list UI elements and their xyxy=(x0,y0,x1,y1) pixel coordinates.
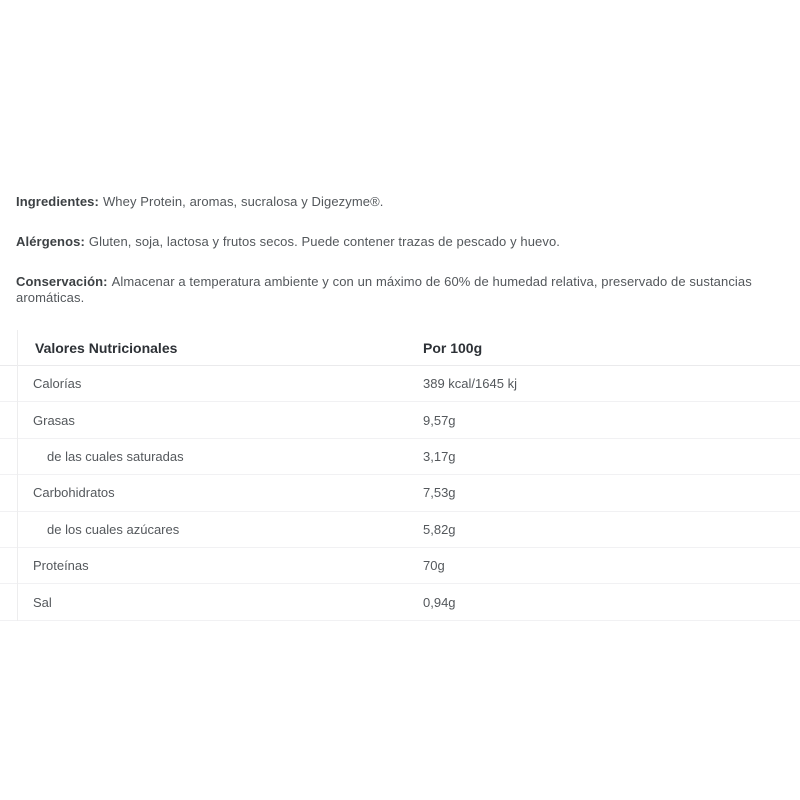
table-row-fats xyxy=(0,402,800,438)
ingredients-text: Whey Protein, aromas, sucralosa y Digezyme®. xyxy=(102,194,384,209)
row-label: Carbohidratos xyxy=(33,485,115,501)
table-row-saturated-fats xyxy=(0,439,800,475)
row-label: Proteínas xyxy=(33,558,89,574)
row-value: 0,94g xyxy=(423,594,456,610)
row-value: 7,53g xyxy=(423,485,456,501)
row-value: 9,57g xyxy=(423,412,456,428)
table-row-carbohydrates xyxy=(0,475,800,511)
storage-label: Conservación: xyxy=(16,274,108,289)
nutrition-table-header xyxy=(0,330,800,366)
ingredients-label: Ingredientes: xyxy=(16,194,99,209)
allergens-text: Gluten, soja, lactosa y frutos secos. Puede contener trazas de pescado y huevo. xyxy=(88,234,561,249)
storage-text: Almacenar a temperatura ambiente y con un máximo de 60% de humedad relativa, preservado de sustancias aromáticas. xyxy=(16,274,752,305)
table-row-salt xyxy=(0,584,800,620)
row-label: Grasas xyxy=(33,412,75,428)
nutrition-table xyxy=(0,330,800,621)
allergens-paragraph xyxy=(16,234,784,250)
row-label: Sal xyxy=(33,594,52,610)
row-label: de los cuales azúcares xyxy=(47,521,180,537)
table-row-sugars xyxy=(0,512,800,548)
ingredients-paragraph xyxy=(16,194,784,210)
product-info-section xyxy=(0,0,800,306)
header-nutrient-column: Valores Nutricionales xyxy=(35,339,178,356)
row-value: 5,82g xyxy=(423,521,456,537)
row-value: 3,17g xyxy=(423,448,456,464)
table-row-calories xyxy=(0,366,800,402)
allergens-label: Alérgenos: xyxy=(16,234,85,249)
row-label: Calorías xyxy=(33,376,82,392)
row-value: 389 kcal/1645 kj xyxy=(423,376,517,392)
row-label: de las cuales saturadas xyxy=(47,448,184,464)
storage-paragraph xyxy=(16,274,784,306)
row-value: 70g xyxy=(423,558,445,574)
table-row-proteins xyxy=(0,548,800,584)
header-per-100g-column: Por 100g xyxy=(423,339,483,356)
